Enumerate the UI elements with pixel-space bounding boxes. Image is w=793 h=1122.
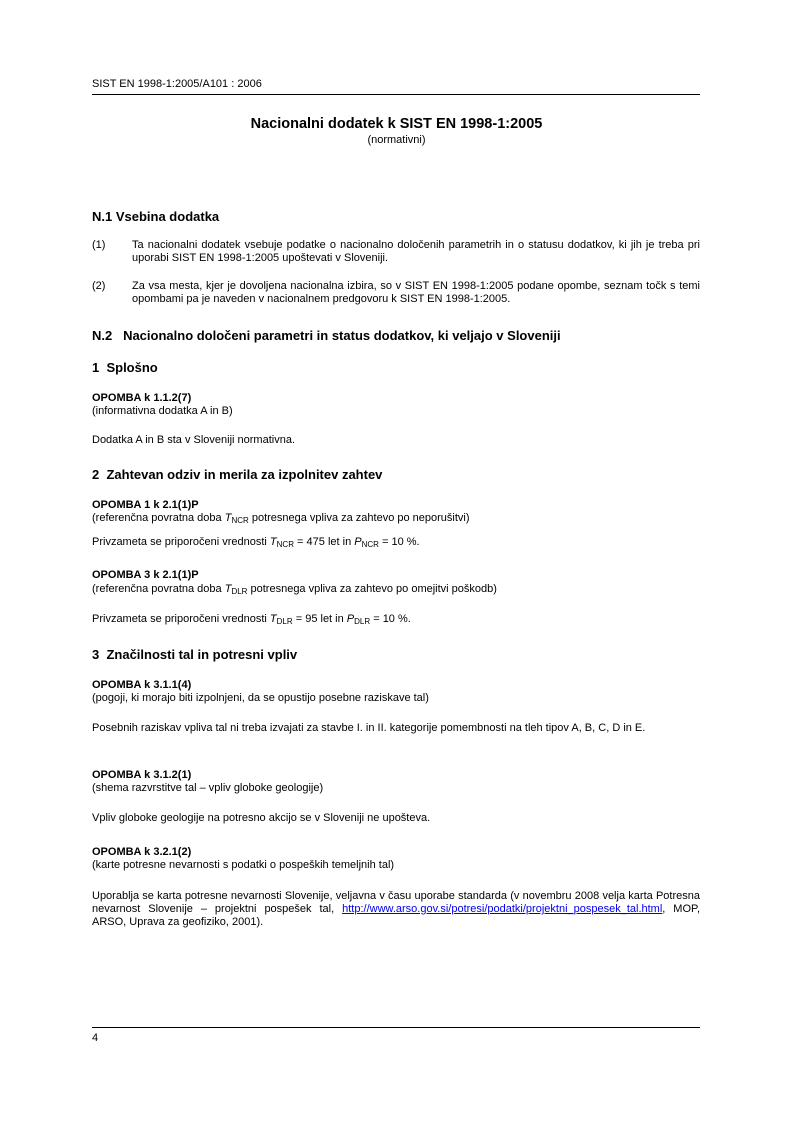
note-subtitle: (referenčna povratna doba $T_{DLR}$ potresnega vpliva za zahtevo po omejitvi poškodb) (92, 583, 497, 596)
note-title: OPOMBA 3 k 2.1(1)P (92, 569, 199, 581)
item-number: (2) (92, 280, 106, 292)
section-3-heading: 3 Značilnosti tal in potresni vpliv (92, 647, 298, 662)
running-header: SIST EN 1998-1:2005/A101 : 2006 (92, 78, 262, 90)
note-title: OPOMBA k 3.1.1(4) (92, 679, 192, 691)
note-subtitle: (referenčna povratna doba $T_{NCR}$ potresnega vpliva za zahtevo po neporušitvi) (92, 512, 470, 525)
n1-item-1 (92, 239, 700, 267)
section-n1-heading: N.1 Vsebina dodatka (92, 209, 220, 224)
note-title: OPOMBA k 3.1.2(1) (92, 769, 192, 781)
note-subtitle: (informativna dodatka A in B) (92, 405, 233, 417)
section-n2-heading: N.2 Nacionalno določeni parametri in status dodatkov, ki veljajo v Sloveniji (92, 328, 561, 343)
item-text: Za vsa mesta, kjer je dovoljena nacionalna izbira, so v SIST EN 1998-1:2005 podane opombe, seznam točk s temi opombami pa je naveden v nacionalnem predgovoru k SIST EN 1998-1:2005. (132, 280, 700, 305)
note-text: Posebnih raziskav vpliva tal ni treba izvajati za stavbe I. in II. kategorije pomembnosti na tleh tipov A, B, C, D in E. (92, 722, 646, 734)
page-number: 4 (92, 1032, 99, 1044)
note-title: OPOMBA 1 k 2.1(1)P (92, 499, 199, 511)
item-number: (1) (92, 239, 106, 251)
note-subtitle: (pogoji, ki morajo biti izpolnjeni, da se opustijo posebne raziskave tal) (92, 692, 429, 704)
note-text: Uporablja se karta potresne nevarnosti Slovenije, veljavna v času uporabe standarda (v novembru 2008 velja karta Potresna nevarnost Slovenije – projektni pospešek tal, http://www.arso.gov.si/potresi/podatki/projektni_pospesek_tal.html, MOP, ARSO, Uprava za geofiziko, 2001). (92, 890, 700, 928)
note-text: Dodatka A in B sta v Sloveniji normativna. (92, 434, 295, 446)
item-text: Ta nacionalni dodatek vsebuje podatke o nacionalno določenih parametrih in o statusu dodatkov, ki jih je treba pri uporabi SIST EN 1998-1:2005 upoštevati v Sloveniji. (132, 239, 700, 264)
section-1-heading: 1 Splošno (92, 360, 158, 375)
note-title: OPOMBA k 1.1.2(7) (92, 392, 192, 404)
note-text: Privzameta se priporočeni vrednosti $T_{NCR} = 475$ let in $P_{NCR} = 10$ %. (92, 536, 420, 549)
note-text: Vpliv globoke geologije na potresno akcijo se v Sloveniji ne upošteva. (92, 812, 431, 824)
annex-subtitle: (normativni) (367, 134, 426, 146)
header-rule (92, 94, 700, 95)
note-subtitle: (shema razvrstitve tal – vpliv globoke geologije) (92, 782, 324, 794)
footer-rule (92, 1027, 700, 1028)
note-subtitle: (karte potresne nevarnosti s podatki o pospeških temeljnih tal) (92, 859, 395, 871)
annex-title: Nacionalni dodatek k SIST EN 1998-1:2005 (250, 116, 543, 132)
note-title: OPOMBA k 3.2.1(2) (92, 846, 192, 858)
note-text: Privzameta se priporočeni vrednosti $T_{DLR} = 95$ let in $P_{DLR} = 10$ %. (92, 613, 411, 626)
arso-map-link[interactable]: http://www.arso.gov.si/potresi/podatki/projektni_pospesek_tal.html (342, 903, 663, 915)
n1-item-2 (92, 280, 700, 308)
section-2-heading: 2 Zahtevan odziv in merila za izpolnitev zahtev (92, 467, 383, 482)
